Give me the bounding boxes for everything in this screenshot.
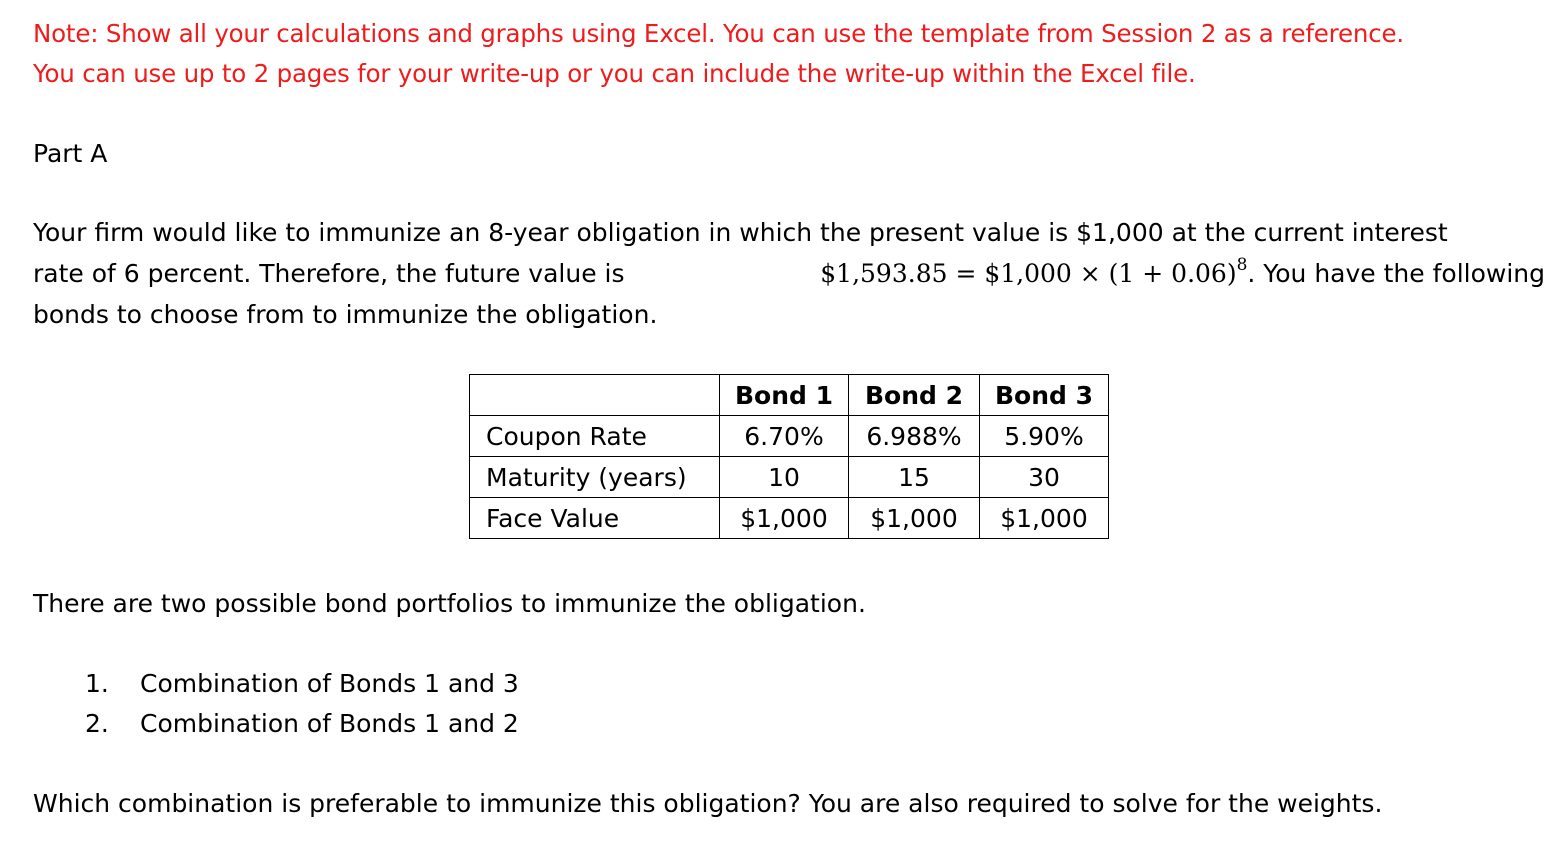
note-line-2: You can use up to 2 pages for your write-up or you can include the write-up within the Excel file. — [33, 59, 1196, 88]
note-block — [33, 14, 1545, 94]
formula-exponent: 8 — [1236, 255, 1248, 275]
intro-line-1-text: Your firm would like to immunize an 8-year obligation in which the present value is $1,000 at the current interest — [33, 218, 1448, 247]
list-item-text: Combination of Bonds 1 and 2 — [140, 709, 519, 738]
list-item-number: 1. — [85, 669, 109, 698]
bond-table — [469, 374, 1109, 539]
intro-line-1 — [33, 212, 1545, 253]
row-label: Face Value — [470, 498, 720, 539]
list-item — [85, 664, 519, 704]
table-corner-cell — [470, 375, 720, 416]
formula-expression: $1,593.85 = $1,000 × (1 + 0.06) — [820, 259, 1237, 288]
bond-table-header-row — [470, 375, 1109, 416]
note-line-1: Note: Show all your calculations and graphs using Excel. You can use the template from Session 2 as a reference. — [33, 19, 1404, 48]
header-bond-2: Bond 2 — [849, 375, 980, 416]
question-text: Which combination is preferable to immunize this obligation? You are also required to solve for the weights. — [33, 789, 1383, 818]
table-cell: 10 — [720, 457, 849, 498]
row-label: Maturity (years) — [470, 457, 720, 498]
table-cell: 6.70% — [720, 416, 849, 457]
table-cell: $1,000 — [980, 498, 1109, 539]
header-bond-3: Bond 3 — [980, 375, 1109, 416]
table-cell: 15 — [849, 457, 980, 498]
header-bond-1: Bond 1 — [720, 375, 849, 416]
table-cell: $1,000 — [849, 498, 980, 539]
table-row-face-value — [470, 498, 1109, 539]
table-row-maturity — [470, 457, 1109, 498]
list-item-number: 2. — [85, 709, 109, 738]
intro-line-2-text: rate of 6 percent. Therefore, the future value is — [33, 259, 625, 288]
table-row-coupon-rate — [470, 416, 1109, 457]
part-heading: Part A — [33, 139, 108, 168]
list-item-text: Combination of Bonds 1 and 3 — [140, 669, 519, 698]
table-cell: 5.90% — [980, 416, 1109, 457]
row-label: Coupon Rate — [470, 416, 720, 457]
table-cell: 30 — [980, 457, 1109, 498]
intro-line-2 — [33, 253, 1545, 294]
list-item — [85, 704, 519, 744]
table-cell: 6.988% — [849, 416, 980, 457]
intro-line-3: bonds to choose from to immunize the obligation. — [33, 300, 658, 329]
table-cell: $1,000 — [720, 498, 849, 539]
portfolios-intro: There are two possible bond portfolios to immunize the obligation. — [33, 589, 866, 618]
intro-line-2-tail: . You have the following — [1247, 259, 1545, 288]
portfolio-options-list — [85, 664, 519, 744]
intro-paragraph — [33, 212, 1545, 335]
intro-formula — [820, 253, 1545, 294]
